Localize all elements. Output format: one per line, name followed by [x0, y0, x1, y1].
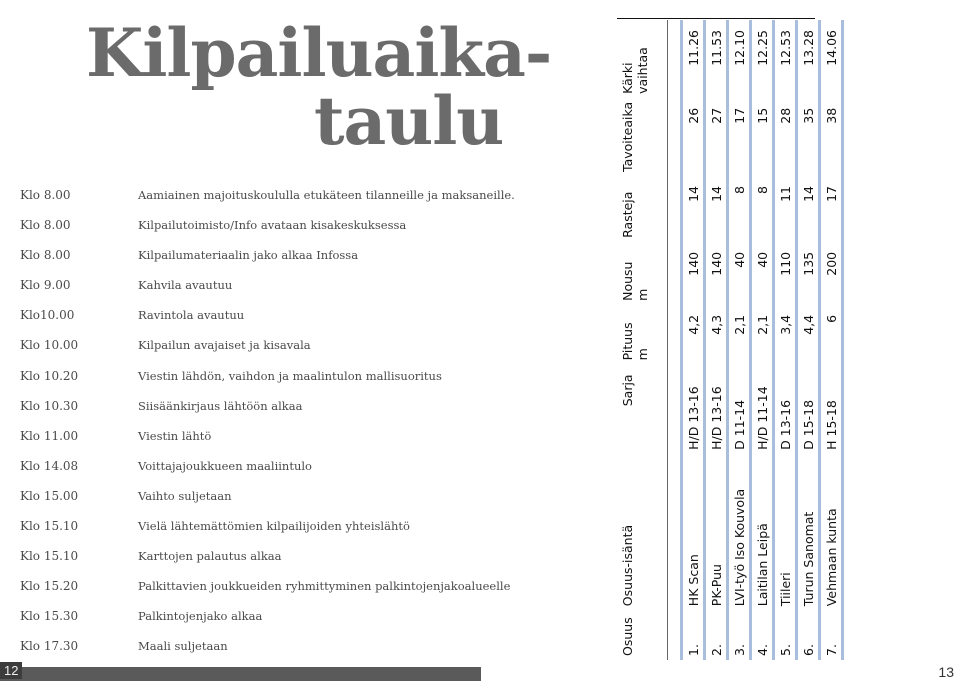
- cell-nousu: 135: [797, 242, 820, 305]
- schedule-description: Kilpailun avajaiset ja kisavala: [138, 338, 311, 353]
- schedule-item: [20, 571, 511, 601]
- schedule-item: [20, 240, 480, 270]
- schedule-list: [20, 180, 515, 662]
- cell-osuus: 6.: [797, 610, 820, 660]
- schedule-time: Klo 15.10: [20, 549, 79, 564]
- cell-karki-vaihtaa: 12.10: [728, 20, 751, 98]
- cell-pituus: 4,4: [797, 305, 820, 365]
- cell-osuus: 1.: [682, 610, 705, 660]
- cell-sarja: H/D 13-16: [705, 364, 728, 453]
- cell-isanta: Laitilan Leipä: [751, 454, 774, 610]
- table-row: [705, 20, 728, 660]
- schedule-time: Klo 14.08: [20, 458, 79, 473]
- schedule-description: Voittajajoukkueen maaliintulo: [138, 458, 312, 473]
- schedule-description: Karttojen palautus alkaa: [138, 549, 282, 564]
- cell-rasteja: 11: [774, 176, 797, 242]
- cell-rasteja: 14: [705, 176, 728, 242]
- schedule-item: [20, 631, 480, 661]
- page-title-line2: taulu: [314, 82, 504, 160]
- page-title-line1: Kilpailuaika-: [86, 14, 552, 92]
- cell-karki-vaihtaa: 14.06: [820, 20, 843, 98]
- cell-isanta: LVI-työ Iso Kouvola: [728, 454, 751, 610]
- cell-sarja: D 11-14: [728, 364, 751, 453]
- schedule-item: [20, 210, 480, 240]
- schedule-item: [20, 330, 480, 360]
- cell-tavoiteaika: 15: [751, 98, 774, 176]
- schedule-item: [20, 180, 515, 210]
- schedule-time: Klo 8.00: [20, 188, 71, 202]
- cell-karki-vaihtaa: 12.53: [774, 20, 797, 98]
- schedule-item: [20, 391, 480, 421]
- schedule-description: Kilpailutoimisto/Info avataan kisakeskuksessa: [138, 218, 407, 233]
- cell-karki-vaihtaa: 12.25: [751, 20, 774, 98]
- cell-sarja: H 15-18: [820, 364, 843, 453]
- header-osuus: Osuus: [617, 610, 668, 660]
- table-header-row: [617, 20, 668, 660]
- schedule-time: Klo 9.00: [20, 278, 71, 293]
- cell-sarja: D 15-18: [797, 364, 820, 453]
- schedule-description: Vaihto suljetaan: [138, 488, 232, 503]
- schedule-time: Klo 15.30: [20, 609, 79, 624]
- cell-pituus: 4,3: [705, 305, 728, 365]
- header-tavoiteaika: Tavoiteaika: [617, 98, 668, 176]
- cell-osuus: 5.: [774, 610, 797, 660]
- footer-bar: [0, 667, 481, 681]
- cell-rasteja: 8: [728, 176, 751, 242]
- cell-isanta: Tiileri: [774, 454, 797, 610]
- schedule-item: [20, 541, 480, 571]
- cell-nousu: 140: [682, 242, 705, 305]
- table-spacer-row: [668, 20, 682, 660]
- schedule-time: Klo 15.10: [20, 519, 79, 534]
- cell-isanta: PK-Puu: [705, 454, 728, 610]
- cell-rasteja: 8: [751, 176, 774, 242]
- cell-nousu: 40: [728, 242, 751, 305]
- schedule-description: Maali suljetaan: [138, 639, 228, 654]
- schedule-time: Klo 17.30: [20, 639, 79, 654]
- cell-pituus: 3,4: [774, 305, 797, 365]
- schedule-item: [20, 421, 480, 451]
- page-number-right: 13: [938, 664, 954, 680]
- header-nousu: Nousu m: [617, 242, 668, 305]
- cell-tavoiteaika: 26: [682, 98, 705, 176]
- schedule-time: Klo 15.20: [20, 579, 79, 594]
- schedule-description: Kahvila avautuu: [138, 278, 233, 293]
- cell-sarja: D 13-16: [774, 364, 797, 453]
- cell-pituus: 6: [820, 305, 843, 365]
- cell-osuus: 2.: [705, 610, 728, 660]
- schedule-time: Klo 8.00: [20, 218, 71, 233]
- cell-karki-vaihtaa: 11.53: [705, 20, 728, 98]
- cell-osuus: 4.: [751, 610, 774, 660]
- header-karki-vaihtaa: Kärki vaihtaa: [617, 20, 668, 98]
- schedule-time: Klo 15.00: [20, 488, 79, 503]
- schedule-time: Klo 10.30: [20, 398, 79, 413]
- schedule-description: Vielä lähtemättömien kilpailijoiden yhteislähtö: [138, 519, 410, 534]
- cell-osuus: 7.: [820, 610, 843, 660]
- schedule-description: Palkintojenjako alkaa: [138, 609, 263, 624]
- schedule-item: [20, 361, 480, 391]
- cell-osuus: 3.: [728, 610, 751, 660]
- cell-pituus: 4,2: [682, 305, 705, 365]
- header-pituus: Pituus m: [617, 305, 668, 365]
- page-number-left: 12: [0, 662, 22, 679]
- table-row: [774, 20, 797, 660]
- schedule-time: Klo 10.00: [20, 338, 79, 353]
- cell-karki-vaihtaa: 13.28: [797, 20, 820, 98]
- cell-sarja: H/D 13-16: [682, 364, 705, 453]
- table-row: [820, 20, 843, 660]
- schedule-description: Aamiainen majoituskoululla etukäteen tilanneille ja maksaneille.: [138, 188, 515, 202]
- cell-pituus: 2,1: [728, 305, 751, 365]
- table-top-rule: [617, 18, 815, 19]
- schedule-description: Ravintola avautuu: [138, 308, 245, 323]
- schedule-description: Viestin lähdön, vaihdon ja maalintulon mallisuoritus: [138, 368, 442, 383]
- cell-tavoiteaika: 28: [774, 98, 797, 176]
- schedule-description: Kilpailumateriaalin jako alkaa Infossa: [138, 248, 359, 263]
- cell-karki-vaihtaa: 11.26: [682, 20, 705, 98]
- schedule-item: [20, 481, 480, 511]
- schedule-description: Palkittavien joukkueiden ryhmittyminen palkintojenjakoalueelle: [138, 579, 511, 594]
- cell-tavoiteaika: 35: [797, 98, 820, 176]
- cell-tavoiteaika: 17: [728, 98, 751, 176]
- schedule-description: Viestin lähtö: [138, 428, 212, 443]
- cell-nousu: 110: [774, 242, 797, 305]
- schedule-item: [20, 601, 480, 631]
- cell-rasteja: 14: [682, 176, 705, 242]
- header-osuus-isanta: Osuus-isäntä: [617, 454, 668, 610]
- schedule-item: [20, 300, 480, 330]
- cell-tavoiteaika: 38: [820, 98, 843, 176]
- schedule-item: [20, 511, 480, 541]
- cell-isanta: HK Scan: [682, 454, 705, 610]
- cell-nousu: 40: [751, 242, 774, 305]
- header-sarja: Sarja: [617, 364, 668, 453]
- table-row: [682, 20, 705, 660]
- schedule-item: [20, 451, 480, 481]
- cell-sarja: H/D 11-14: [751, 364, 774, 453]
- cell-nousu: 200: [820, 242, 843, 305]
- cell-rasteja: 14: [797, 176, 820, 242]
- schedule-time: Klo10.00: [20, 308, 75, 323]
- table-row: [797, 20, 820, 660]
- schedule-time: Klo 10.20: [20, 368, 79, 383]
- schedule-item: [20, 270, 480, 300]
- schedule-time: Klo 11.00: [20, 428, 79, 443]
- table-row: [728, 20, 751, 660]
- cell-isanta: Turun Sanomat: [797, 454, 820, 610]
- relay-legs-table: [617, 20, 839, 660]
- cell-rasteja: 17: [820, 176, 843, 242]
- table-row: [751, 20, 774, 660]
- header-rasteja: Rasteja: [617, 176, 668, 242]
- cell-isanta: Vehmaan kunta: [820, 454, 843, 610]
- schedule-time: Klo 8.00: [20, 248, 71, 263]
- cell-pituus: 2,1: [751, 305, 774, 365]
- cell-nousu: 140: [705, 242, 728, 305]
- cell-tavoiteaika: 27: [705, 98, 728, 176]
- schedule-description: Siisäänkirjaus lähtöön alkaa: [138, 398, 303, 413]
